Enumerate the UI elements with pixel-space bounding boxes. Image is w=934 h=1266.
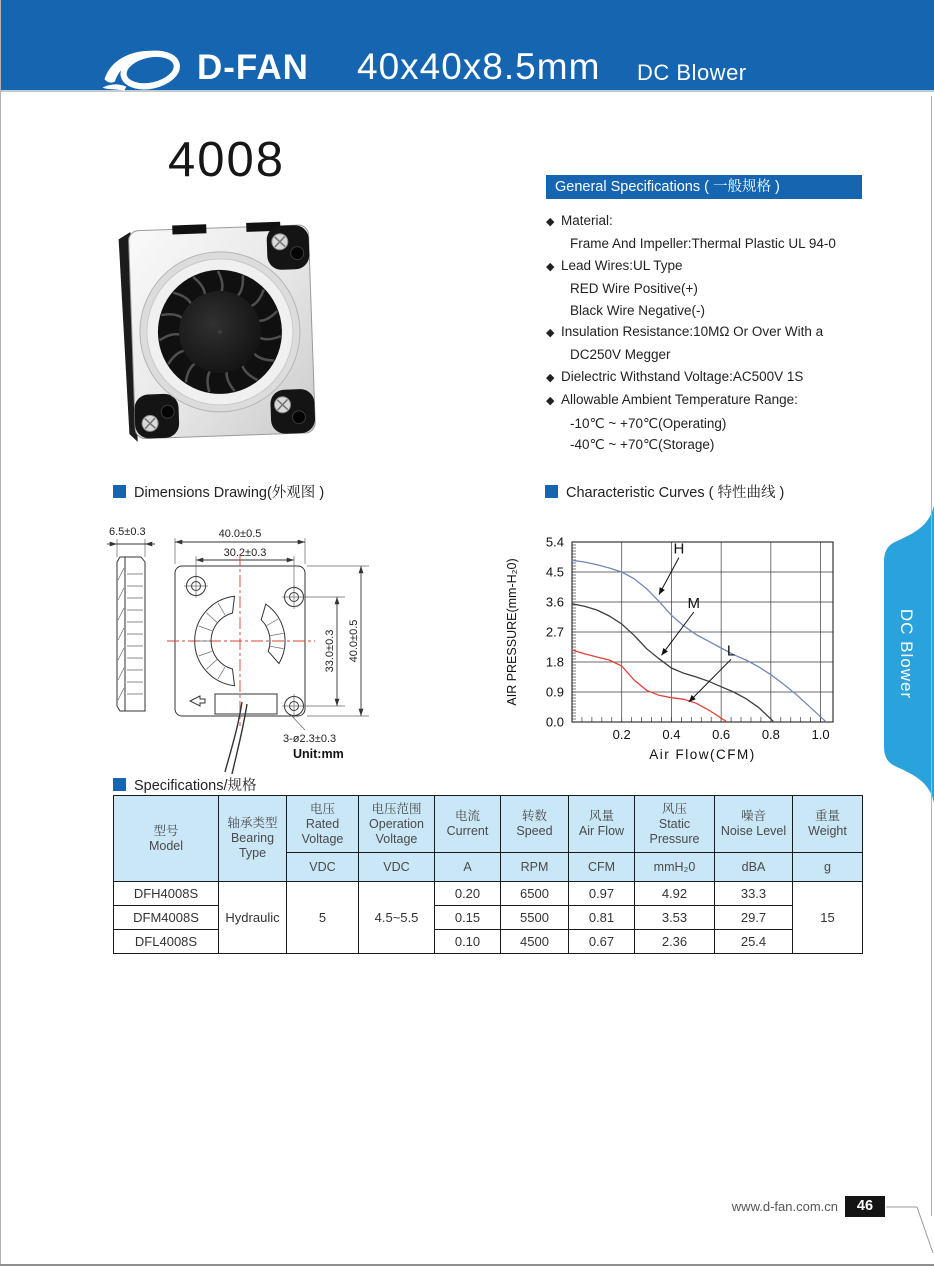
svg-text:1.8: 1.8	[545, 654, 564, 670]
mounting-hole	[282, 585, 306, 609]
table-section-title: Specifications/规格	[113, 774, 257, 795]
svg-text:5.4: 5.4	[545, 534, 564, 550]
svg-text:4.5: 4.5	[545, 564, 564, 580]
table-cell: DFL4008S	[114, 930, 219, 954]
unit-header: A	[435, 853, 501, 882]
table-cell: 0.67	[569, 930, 635, 954]
unit-header: CFM	[569, 853, 635, 882]
column-header: 噪音 Noise Level	[715, 796, 793, 853]
product-size-title: 40x40x8.5mm	[357, 46, 601, 87]
general-specs-list	[546, 210, 862, 455]
table-cell: 4500	[501, 930, 569, 954]
product-photo	[110, 214, 324, 452]
column-header: 型号 Model	[114, 796, 219, 882]
table-cell: Hydraulic	[219, 882, 287, 954]
table-cell: 3.53	[635, 906, 715, 930]
svg-text:30.2±0.3: 30.2±0.3	[223, 547, 267, 559]
svg-text:40.0±0.5: 40.0±0.5	[348, 619, 360, 663]
lead-wire	[225, 702, 242, 772]
diamond-bullet-icon	[546, 366, 561, 389]
svg-text:0.6: 0.6	[712, 727, 731, 742]
svg-text:Air Flow(CFM): Air Flow(CFM)	[649, 747, 756, 762]
svg-text:33.0±0.3: 33.0±0.3	[324, 629, 336, 673]
curves-plot	[505, 524, 870, 774]
table-cell: 0.10	[435, 930, 501, 954]
table-cell: 0.81	[569, 906, 635, 930]
svg-text:2.7: 2.7	[545, 624, 564, 640]
svg-text:0.9: 0.9	[545, 684, 564, 700]
spec-line: RED Wire Positive(+)	[570, 281, 698, 297]
page-border-right	[931, 96, 932, 1216]
spec-line: DC250V Megger	[570, 347, 671, 363]
column-header: 风量 Air Flow	[569, 796, 635, 853]
general-specs-title: General Specifications ( 一般规格 )	[546, 175, 862, 199]
svg-text:0.2: 0.2	[612, 727, 631, 742]
spec-line: -10℃ ~ +70℃(Operating)	[570, 415, 727, 431]
svg-text:L: L	[726, 642, 736, 660]
unit-header: dBA	[715, 853, 793, 882]
svg-text:H: H	[673, 540, 685, 558]
tab-label: DC Blower	[896, 608, 916, 700]
unit-header: VDC	[287, 853, 359, 882]
diamond-bullet-icon	[546, 389, 561, 412]
column-header: 轴承类型 Bearing Type	[219, 796, 287, 882]
table-cell: 5	[287, 882, 359, 954]
svg-text:0.4: 0.4	[662, 727, 681, 742]
table-row	[114, 882, 863, 906]
svg-text:40.0±0.5: 40.0±0.5	[218, 528, 262, 540]
svg-text:0.8: 0.8	[761, 727, 780, 742]
svg-text:M: M	[687, 595, 701, 612]
unit-header: g	[793, 853, 863, 882]
column-header: 电压范围 Operation Voltage	[359, 796, 435, 853]
brand-name: D-FAN	[197, 48, 309, 87]
blue-square-bullet-icon	[545, 485, 558, 498]
diamond-bullet-icon	[546, 321, 561, 344]
mounting-hole	[184, 574, 208, 598]
svg-text:1.0: 1.0	[811, 727, 830, 742]
rotation-arrow-icon	[190, 696, 205, 706]
table-cell: 5500	[501, 906, 569, 930]
page-border-left	[0, 0, 1, 1266]
column-header: 电流 Current	[435, 796, 501, 853]
blue-square-bullet-icon	[113, 485, 126, 498]
dimensions-section-title: Dimensions Drawing(外观图 )	[113, 481, 324, 502]
table-cell: 0.20	[435, 882, 501, 906]
column-header: 风压 Static Pressure	[635, 796, 715, 853]
table-cell: 0.97	[569, 882, 635, 906]
dc-blower-side-tab	[877, 505, 934, 803]
column-header: 转数 Speed	[501, 796, 569, 853]
header-banner	[0, 0, 934, 92]
diamond-bullet-icon	[546, 255, 561, 278]
table-cell: 2.36	[635, 930, 715, 954]
table-cell: 4.92	[635, 882, 715, 906]
svg-text:6.5±0.3: 6.5±0.3	[109, 526, 146, 538]
general-specifications-panel	[546, 175, 862, 455]
spec-line: Frame And Impeller:Thermal Plastic UL 94-0	[570, 236, 836, 252]
spec-line: Black Wire Negative(-)	[570, 302, 706, 318]
footer-decoration-lines	[880, 1195, 934, 1265]
table-cell: 0.15	[435, 906, 501, 930]
table-cell: 6500	[501, 882, 569, 906]
table-cell: 33.3	[715, 882, 793, 906]
characteristic-curves-chart	[505, 524, 870, 774]
spec-line: ◆ Allowable Ambient Temperature Range:	[546, 389, 862, 412]
spec-line: ◆ Dielectric Withstand Voltage:AC500V 1S	[546, 366, 862, 389]
svg-text:AIR PRESSURE(mm-H₂0): AIR PRESSURE(mm-H₂0)	[505, 558, 519, 706]
blue-square-bullet-icon	[113, 778, 126, 791]
svg-text:3-ø2.3±0.3: 3-ø2.3±0.3	[283, 733, 337, 745]
table-cell: DFM4008S	[114, 906, 219, 930]
dimensions-drawing	[105, 518, 505, 778]
model-heading: 4008	[168, 133, 286, 187]
spec-line: ◆ Lead Wires:UL Type	[546, 255, 862, 278]
table-cell: DFH4008S	[114, 882, 219, 906]
table-cell: 29.7	[715, 906, 793, 930]
curves-section-title: Characteristic Curves ( 特性曲线 )	[545, 481, 784, 502]
table-cell: 4.5~5.5	[359, 882, 435, 954]
unit-header: RPM	[501, 853, 569, 882]
spec-line: -40℃ ~ +70℃(Storage)	[570, 437, 715, 453]
unit-header: VDC	[359, 853, 435, 882]
column-header: 重量 Weight	[793, 796, 863, 853]
specifications-table	[113, 795, 863, 954]
spec-line: ◆ Insulation Resistance:10MΩ Or Over With a	[546, 321, 862, 344]
website-url: www.d-fan.com.cn	[731, 1199, 838, 1214]
page-number-badge: 46	[845, 1196, 885, 1217]
table-cell: 15	[793, 882, 863, 954]
product-type-title: DC Blower	[637, 60, 747, 85]
svg-text:Unit:mm: Unit:mm	[293, 747, 344, 761]
unit-header: mmH₂0	[635, 853, 715, 882]
svg-text:0.0: 0.0	[545, 714, 564, 730]
d-fan-logo-icon	[97, 42, 193, 96]
diamond-bullet-icon	[546, 210, 561, 233]
svg-text:3.6: 3.6	[545, 594, 564, 610]
spec-line: ◆ Material:	[546, 210, 862, 233]
column-header: 电压 Rated Voltage	[287, 796, 359, 853]
table-cell: 25.4	[715, 930, 793, 954]
